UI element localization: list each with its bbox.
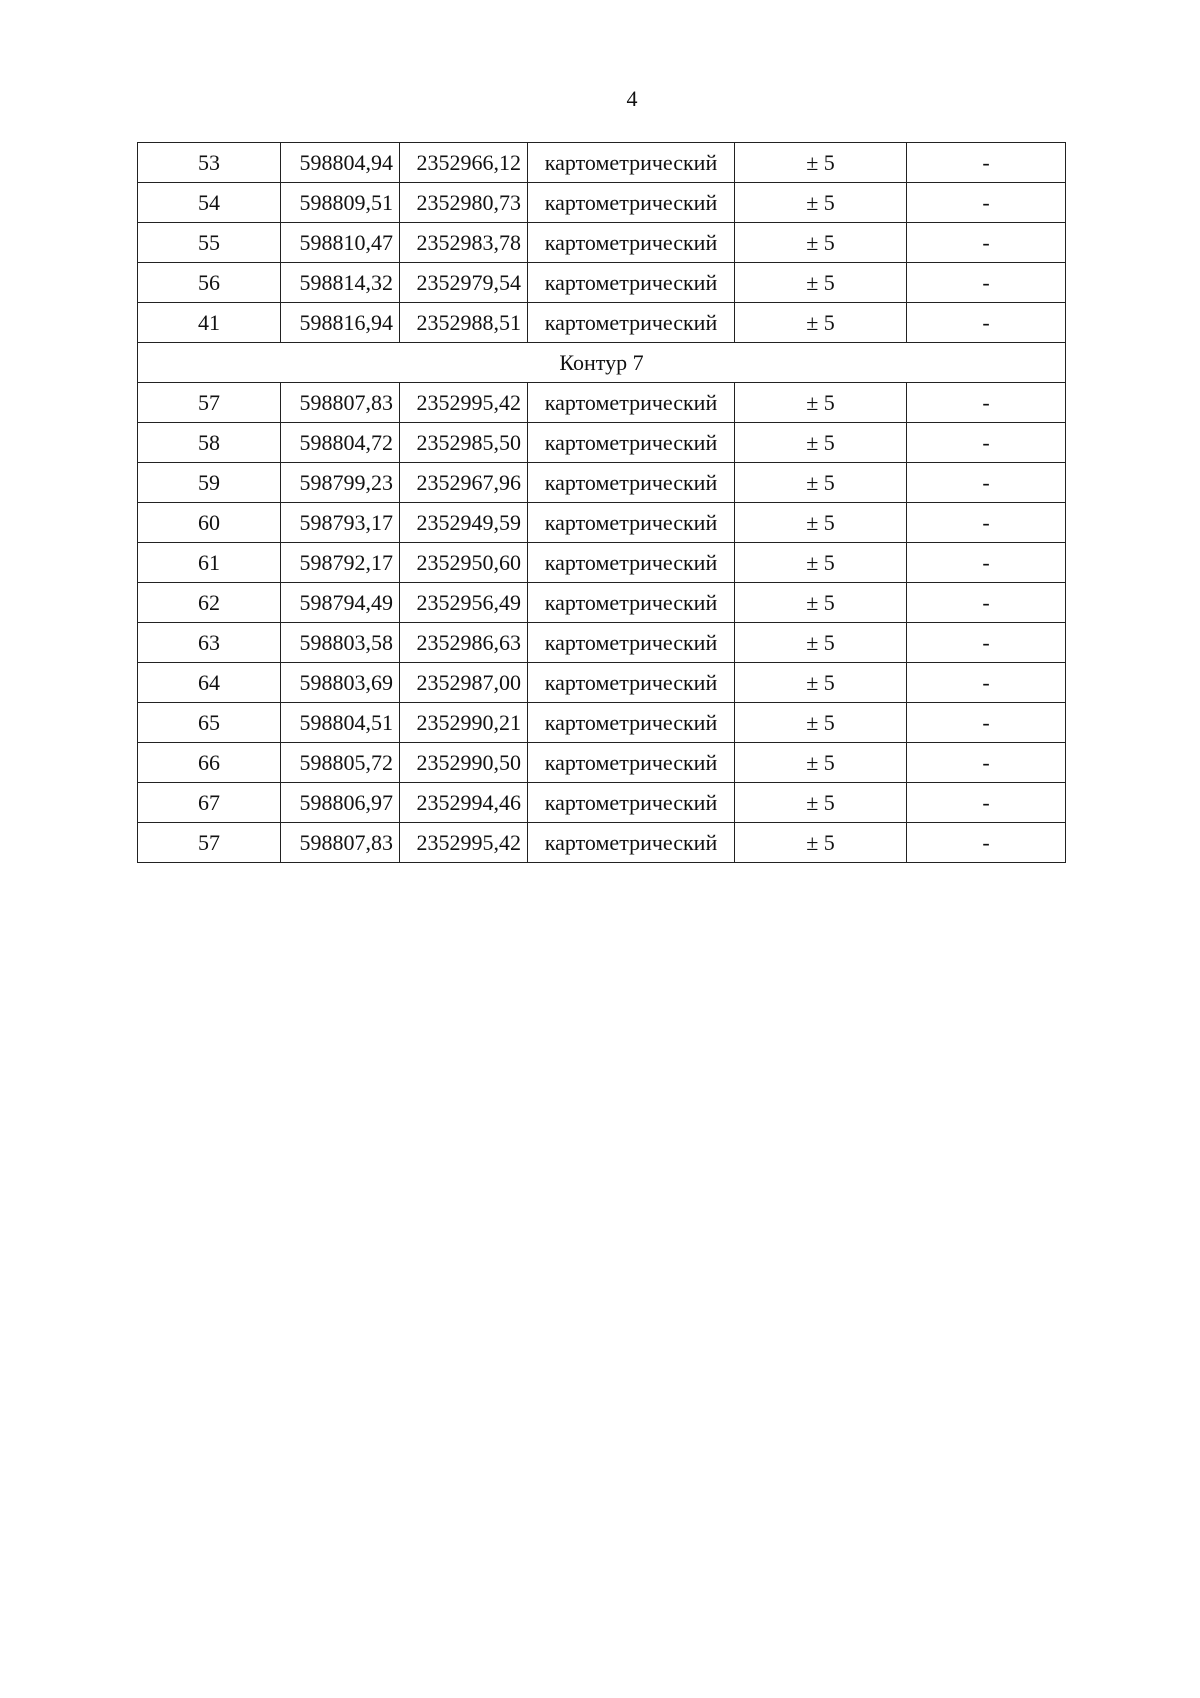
y-coordinate-cell: 2352995,42 xyxy=(400,383,528,423)
y-coordinate-cell: 2352990,50 xyxy=(400,743,528,783)
point-cell: 67 xyxy=(138,783,281,823)
table-row xyxy=(138,143,1066,183)
accuracy-cell: ± 5 xyxy=(735,823,907,863)
point-cell: 65 xyxy=(138,703,281,743)
method-cell: картометрический xyxy=(528,743,735,783)
table-row xyxy=(138,783,1066,823)
x-coordinate-cell: 598799,23 xyxy=(281,463,400,503)
note-cell: - xyxy=(907,743,1066,783)
method-cell: картометрический xyxy=(528,583,735,623)
table-row xyxy=(138,463,1066,503)
point-cell: 54 xyxy=(138,183,281,223)
y-coordinate-cell: 2352966,12 xyxy=(400,143,528,183)
accuracy-cell: ± 5 xyxy=(735,143,907,183)
method-cell: картометрический xyxy=(528,223,735,263)
method-cell: картометрический xyxy=(528,543,735,583)
table-row xyxy=(138,743,1066,783)
point-cell: 53 xyxy=(138,143,281,183)
note-cell: - xyxy=(907,503,1066,543)
method-cell: картометрический xyxy=(528,463,735,503)
method-cell: картометрический xyxy=(528,383,735,423)
accuracy-cell: ± 5 xyxy=(735,223,907,263)
note-cell: - xyxy=(907,383,1066,423)
method-cell: картометрический xyxy=(528,303,735,343)
note-cell: - xyxy=(907,583,1066,623)
y-coordinate-cell: 2352980,73 xyxy=(400,183,528,223)
section-row xyxy=(138,343,1066,383)
method-cell: картометрический xyxy=(528,143,735,183)
point-cell: 55 xyxy=(138,223,281,263)
table-row xyxy=(138,223,1066,263)
point-cell: 61 xyxy=(138,543,281,583)
accuracy-cell: ± 5 xyxy=(735,503,907,543)
table-row xyxy=(138,703,1066,743)
note-cell: - xyxy=(907,303,1066,343)
x-coordinate-cell: 598803,69 xyxy=(281,663,400,703)
method-cell: картометрический xyxy=(528,503,735,543)
table-row xyxy=(138,543,1066,583)
note-cell: - xyxy=(907,623,1066,663)
note-cell: - xyxy=(907,423,1066,463)
method-cell: картометрический xyxy=(528,663,735,703)
accuracy-cell: ± 5 xyxy=(735,463,907,503)
table-row xyxy=(138,663,1066,703)
point-cell: 57 xyxy=(138,383,281,423)
x-coordinate-cell: 598806,97 xyxy=(281,783,400,823)
note-cell: - xyxy=(907,543,1066,583)
accuracy-cell: ± 5 xyxy=(735,583,907,623)
page-number: 4 xyxy=(626,86,638,111)
section-title: Контур 7 xyxy=(138,343,1066,383)
y-coordinate-cell: 2352986,63 xyxy=(400,623,528,663)
point-cell: 66 xyxy=(138,743,281,783)
point-cell: 60 xyxy=(138,503,281,543)
accuracy-cell: ± 5 xyxy=(735,423,907,463)
point-cell: 58 xyxy=(138,423,281,463)
point-cell: 57 xyxy=(138,823,281,863)
x-coordinate-cell: 598807,83 xyxy=(281,383,400,423)
y-coordinate-cell: 2352956,49 xyxy=(400,583,528,623)
method-cell: картометрический xyxy=(528,823,735,863)
x-coordinate-cell: 598816,94 xyxy=(281,303,400,343)
point-cell: 64 xyxy=(138,663,281,703)
table-row xyxy=(138,423,1066,463)
point-cell: 41 xyxy=(138,303,281,343)
x-coordinate-cell: 598793,17 xyxy=(281,503,400,543)
y-coordinate-cell: 2352985,50 xyxy=(400,423,528,463)
method-cell: картометрический xyxy=(528,783,735,823)
x-coordinate-cell: 598792,17 xyxy=(281,543,400,583)
table-row xyxy=(138,383,1066,423)
note-cell: - xyxy=(907,263,1066,303)
accuracy-cell: ± 5 xyxy=(735,743,907,783)
method-cell: картометрический xyxy=(528,623,735,663)
y-coordinate-cell: 2352983,78 xyxy=(400,223,528,263)
method-cell: картометрический xyxy=(528,263,735,303)
y-coordinate-cell: 2352995,42 xyxy=(400,823,528,863)
table-body-top xyxy=(138,143,1066,343)
note-cell: - xyxy=(907,143,1066,183)
point-cell: 56 xyxy=(138,263,281,303)
note-cell: - xyxy=(907,183,1066,223)
note-cell: - xyxy=(907,223,1066,263)
y-coordinate-cell: 2352979,54 xyxy=(400,263,528,303)
point-cell: 59 xyxy=(138,463,281,503)
coordinates-table xyxy=(137,142,1066,863)
note-cell: - xyxy=(907,783,1066,823)
point-cell: 63 xyxy=(138,623,281,663)
y-coordinate-cell: 2352994,46 xyxy=(400,783,528,823)
table-section xyxy=(138,343,1066,383)
table-row xyxy=(138,503,1066,543)
x-coordinate-cell: 598807,83 xyxy=(281,823,400,863)
method-cell: картометрический xyxy=(528,423,735,463)
note-cell: - xyxy=(907,703,1066,743)
x-coordinate-cell: 598810,47 xyxy=(281,223,400,263)
accuracy-cell: ± 5 xyxy=(735,783,907,823)
accuracy-cell: ± 5 xyxy=(735,623,907,663)
y-coordinate-cell: 2352967,96 xyxy=(400,463,528,503)
accuracy-cell: ± 5 xyxy=(735,663,907,703)
note-cell: - xyxy=(907,823,1066,863)
x-coordinate-cell: 598814,32 xyxy=(281,263,400,303)
method-cell: картометрический xyxy=(528,183,735,223)
y-coordinate-cell: 2352990,21 xyxy=(400,703,528,743)
accuracy-cell: ± 5 xyxy=(735,303,907,343)
x-coordinate-cell: 598804,94 xyxy=(281,143,400,183)
table-row xyxy=(138,183,1066,223)
x-coordinate-cell: 598804,72 xyxy=(281,423,400,463)
accuracy-cell: ± 5 xyxy=(735,183,907,223)
y-coordinate-cell: 2352949,59 xyxy=(400,503,528,543)
table-body-bottom xyxy=(138,383,1066,863)
method-cell: картометрический xyxy=(528,703,735,743)
x-coordinate-cell: 598803,58 xyxy=(281,623,400,663)
table-row xyxy=(138,823,1066,863)
x-coordinate-cell: 598804,51 xyxy=(281,703,400,743)
table-row xyxy=(138,263,1066,303)
x-coordinate-cell: 598805,72 xyxy=(281,743,400,783)
x-coordinate-cell: 598794,49 xyxy=(281,583,400,623)
x-coordinate-cell: 598809,51 xyxy=(281,183,400,223)
accuracy-cell: ± 5 xyxy=(735,703,907,743)
table-row xyxy=(138,623,1066,663)
y-coordinate-cell: 2352950,60 xyxy=(400,543,528,583)
table-row xyxy=(138,583,1066,623)
table-row xyxy=(138,303,1066,343)
accuracy-cell: ± 5 xyxy=(735,543,907,583)
y-coordinate-cell: 2352987,00 xyxy=(400,663,528,703)
note-cell: - xyxy=(907,663,1066,703)
y-coordinate-cell: 2352988,51 xyxy=(400,303,528,343)
point-cell: 62 xyxy=(138,583,281,623)
accuracy-cell: ± 5 xyxy=(735,383,907,423)
accuracy-cell: ± 5 xyxy=(735,263,907,303)
note-cell: - xyxy=(907,463,1066,503)
